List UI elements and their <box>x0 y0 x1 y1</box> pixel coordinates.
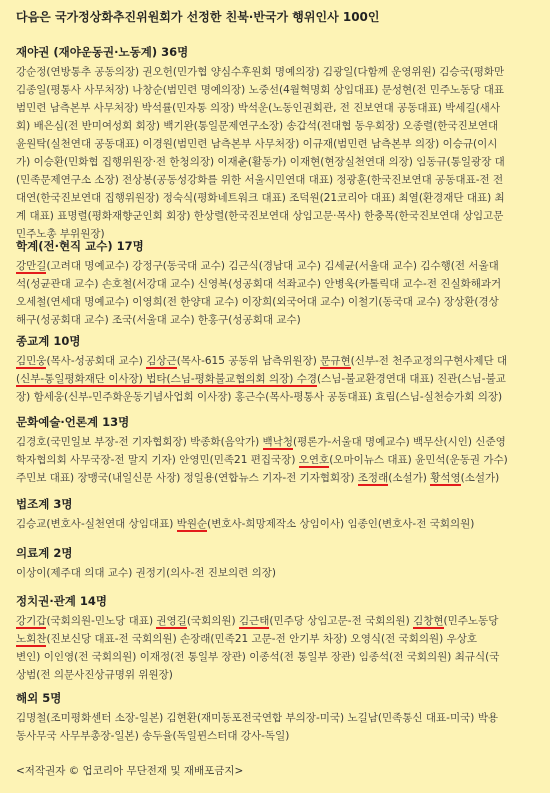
text-line <box>16 207 550 225</box>
underlined-name: 김상근 <box>146 355 177 367</box>
text-segment: 가) 이승환(민화협 집행위원장·전 한청의장) 이재춘(활동가) 이재현(현장실천연대 의장) 임동규(통일광장 대 <box>16 156 505 168</box>
text-line <box>16 153 550 171</box>
underlined-name: 김근태 <box>238 615 270 627</box>
section-header: 재야권 (재야운동권·노동계) 36명 <box>16 45 189 59</box>
text-line <box>16 727 550 745</box>
text-segment: (민주당 상임고문-전 국회의원) <box>269 615 414 627</box>
text-segment: (진보신당 대표-전 국회의원) 손장래(민족21 고문-전 안기부 차장) 오영식(전 국회의원) 우상호 <box>46 633 477 645</box>
text-segment: 윤원탁(실천연대 공동대표) 이경원(범민련 남측본부 사무처장) 이규재(범민련 남측본부 의장) 이승규(이시 <box>16 138 498 150</box>
section-body <box>16 564 550 582</box>
text-line <box>16 99 550 117</box>
section-body <box>16 63 550 243</box>
text-segment: (민족문제연구소 소장) 전상봉(공동성강화를 위한 서울시민연대 대표) 정광훈(한국진보연대 공동대표-전 전 <box>16 174 504 186</box>
text-segment: (오마이뉴스 대표) 윤민석(운동권 가수) <box>329 454 508 466</box>
text-segment: 상범(전 의문사진상규명위 위원장) <box>16 669 173 681</box>
text-line <box>16 81 550 99</box>
document-title: 다음은 국가정상화추진위원회가 선정한 친북·반국가 행위인사 100인 <box>16 10 380 24</box>
text-segment: (변호사-희망제작소 상임이사) 임종인(변호사-전 국회의원) <box>207 518 475 530</box>
underlined-name: 노회찬 <box>16 633 47 645</box>
text-line <box>16 135 550 153</box>
text-segment: 강순정(연방통추 공동의장) 권오헌(민가협 양심수후원회 명예의장) 김광일(다함께 운영위원) 김승국(평화만 <box>16 66 505 78</box>
text-line <box>16 469 550 487</box>
text-line <box>16 293 550 311</box>
text-segment: (소설가) <box>388 472 431 484</box>
text-segment: 김명철(조미평화센터 소장-일본) 김현환(재미동포전국연합 부의장-미국) 노길남(민족통신 대표-미국) 박용 <box>16 712 498 724</box>
text-line <box>16 630 550 648</box>
text-segment: 주민보 대표) 장맹국(내일신문 사장) 정일용(연합뉴스 기자-전 기자협회장) <box>16 472 358 484</box>
underlined-name: 권영길 <box>156 615 187 627</box>
text-line <box>16 433 550 451</box>
section-header: 해외 5명 <box>16 691 62 705</box>
text-segment: 변인) 이인영(전 국회의원) 이재정(전 통일부 장관) 이종석(전 통일부 장관) 임종석(전 국회의원) 최규식(국 <box>16 651 500 663</box>
text-line <box>16 666 550 684</box>
underlined-name: 황석영 <box>430 472 461 484</box>
text-line <box>16 709 550 727</box>
underlined-name: (신부-통일평화재단 이사장) 법타(스님-평화불교협의회 의장) <box>16 373 297 385</box>
underlined-name: 문규현 <box>320 355 351 367</box>
text-segment: (신부-전 천주교정의구현사제단 대 <box>350 355 508 367</box>
text-segment: (국회의원) <box>186 615 239 627</box>
section-body <box>16 612 550 684</box>
underlined-name: 조정래 <box>357 472 389 484</box>
section-header: 정치권·관계 14명 <box>16 594 108 608</box>
text-segment: 이상이(제주대 의대 교수) 권정기(의사-전 진보의련 의장) <box>16 567 277 579</box>
underlined-name: 김창현 <box>413 615 444 627</box>
text-segment: 해구(성공회대 교수) 조국(서울대 교수) 한홍구(성공회대 교수) <box>16 314 301 326</box>
text-segment: 계 대표) 표명렬(평화재향군인회 회장) 한상렬(한국진보연대 상임고문·목사) 한충목(한국진보연대 상임고문 <box>16 210 504 222</box>
text-line <box>16 63 550 81</box>
underlined-name: 수경 <box>296 373 318 385</box>
text-segment: (목사-615 공동위 남측위원장) <box>176 355 321 367</box>
text-segment: 동사무국 사무부총장-일본) 송두율(독일뮌스터대 강사-독일) <box>16 730 290 742</box>
section-header: 법조계 3명 <box>16 497 73 511</box>
underlined-name: 강기갑 <box>16 615 47 627</box>
section-header: 의료계 2명 <box>16 546 73 560</box>
text-segment: (목사-성공회대 교수) <box>46 355 147 367</box>
section-header: 종교계 10명 <box>16 334 81 348</box>
text-line <box>16 352 550 370</box>
text-segment: (고려대 명예교수) 강정구(동국대 교수) 김근식(경남대 교수) 김세균(서울대 교수) 김수행(전 서울대 <box>46 260 499 272</box>
text-segment: (민주노동당 <box>443 615 499 627</box>
text-segment: 범민련 남측본부 사무처장) 박석률(민자통 의장) 박석운(노동인권회관, 전 진보연대 공동대표) 박세길(새사 <box>16 102 500 114</box>
text-line <box>16 257 550 275</box>
text-line <box>16 612 550 630</box>
section-body <box>16 352 550 406</box>
text-line <box>16 117 550 135</box>
section-header: 학계(전·현직 교수) 17명 <box>16 239 144 253</box>
text-line <box>16 564 550 582</box>
text-segment: 김경호(국민일보 부장-전 기자협회장) 박종화(음악가) <box>16 436 263 448</box>
text-segment: (소설가) <box>460 472 500 484</box>
underlined-name: 김민웅 <box>16 355 47 367</box>
text-segment: 김승교(변호사-실천연대 상임대표) <box>16 518 177 530</box>
underlined-name: 백낙청 <box>262 436 293 448</box>
section-header: 문화예술·언론계 13명 <box>16 415 130 429</box>
text-segment: 학자협의회 사무국장-전 말지 기자) 안영민(민족21 편집국장) <box>16 454 299 466</box>
text-line <box>16 171 550 189</box>
text-line <box>16 189 550 207</box>
text-segment: 대연(한국진보연대 집행위원장) 정숙식(평화네트워크 대표) 조덕원(21코리아 대표) 최열(환경재단 대표) 최 <box>16 192 505 204</box>
underlined-name: 박원순 <box>176 518 208 530</box>
text-line <box>16 370 550 388</box>
text-segment: 김종일(평통사 사무처장) 나창순(범민련 명예의장) 노중선(4월혁명회 상임대표) 문성현(전 민주노동당 대표 <box>16 84 505 96</box>
section-body <box>16 709 550 745</box>
section-body <box>16 257 550 329</box>
text-segment: (스님-불교환경연대 대표) 진관(스님-불교 <box>317 373 506 385</box>
section-body <box>16 433 550 487</box>
text-line <box>16 515 550 533</box>
text-segment: 오세철(연세대 명예교수) 이영희(전 한양대 교수) 이장희(외국어대 교수) 이철기(동국대 교수) 장상환(경상 <box>16 296 499 308</box>
text-segment: 장) 함세웅(신부-민주화운동기념사업회 이사장) 홍근수(목사-평통사 공동대표) 효림(스님-실천승가회 의장) <box>16 391 503 403</box>
copyright-notice: <저작권자 © 업코리아 무단전재 및 재배포금지> <box>16 765 244 777</box>
text-line <box>16 388 550 406</box>
text-segment: (평론가-서울대 명예교수) 백무산(시인) 신준영 <box>292 436 506 448</box>
text-line <box>16 648 550 666</box>
text-line <box>16 451 550 469</box>
text-line <box>16 275 550 293</box>
text-segment: 민주노총 부위원장) <box>16 228 105 240</box>
section-body <box>16 515 550 533</box>
text-line <box>16 311 550 329</box>
underlined-name: 강만길 <box>16 260 47 272</box>
underlined-name: 오연호 <box>298 454 330 466</box>
text-segment: (국회의원-민노당 대표) <box>46 615 157 627</box>
text-segment: 석(성균관대 교수) 손호철(서강대 교수) 신영복(성공회대 석좌교수) 안병욱(카톨릭대 교수-전 진실화해과거 <box>16 278 502 290</box>
text-segment: 회) 배은심(전 반미여성회 회장) 백기완(통일문제연구소장) 송갑석(전대협 동우회장) 오종렬(한국진보연대 <box>16 120 499 132</box>
